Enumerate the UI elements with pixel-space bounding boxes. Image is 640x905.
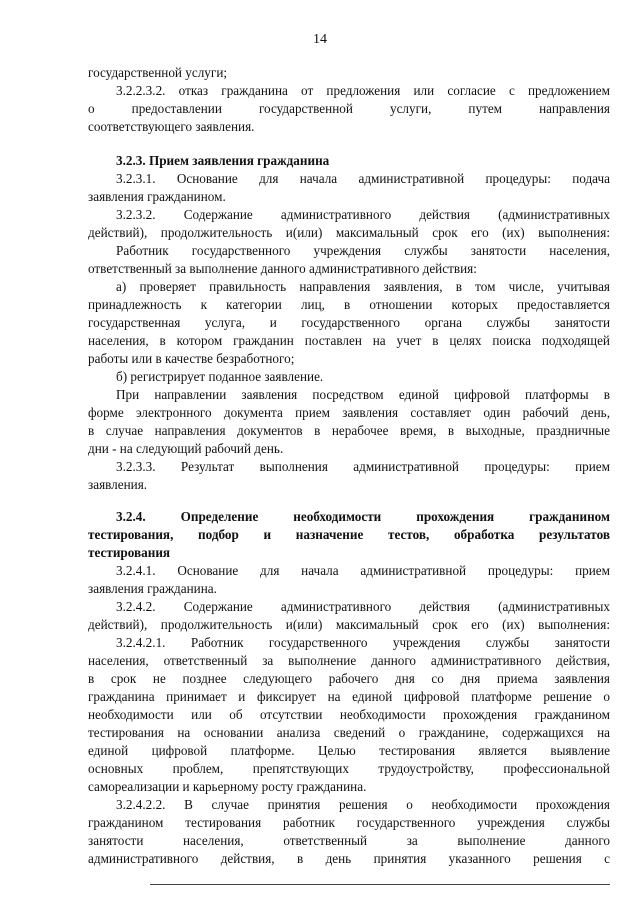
text-line: 3.2.4.2.1. Работник государственного учреждения службы занятости — [116, 635, 610, 650]
text-line: населения, ответственный за выполнение данного административного действия, — [88, 653, 610, 668]
section-heading: тестирования, подбор и назначение тестов, обработка результатов — [88, 527, 610, 542]
text-line: занятости населения, ответственный за выполнение данного — [88, 833, 610, 848]
text-line: государственная услуга, и государственного органа службы занятости — [88, 315, 610, 330]
text-line: заявления гражданином. — [88, 189, 226, 204]
text-line: 3.2.3.3. Результат выполнения административной процедуры: прием — [116, 459, 610, 474]
text-line: 3.2.4.2. Содержание административного действия (административных — [116, 599, 610, 614]
text-line: б) регистрирует поданное заявление. — [116, 369, 324, 384]
text-line: работы или в качестве безработного; — [88, 351, 295, 366]
text-line: о предоставлении государственной услуги, путем направления — [88, 101, 610, 116]
text-line: действий), продолжительность и(или) максимальный срок его (их) выполнения: — [88, 617, 610, 632]
text-line: заявления гражданина. — [88, 581, 217, 596]
bottom-divider — [150, 884, 610, 885]
text-line: Работник государственного учреждения службы занятости населения, — [116, 243, 610, 258]
text-line: основных проблем, препятствующих трудоустройству, профессиональной — [88, 761, 610, 776]
text-line: 3.2.4.2.2. В случае принятия решения о необходимости прохождения — [116, 797, 610, 812]
text-line: форме электронного документа прием заявления составляет один рабочий день, — [88, 405, 610, 420]
text-line: 3.2.4.1. Основание для начала административной процедуры: прием — [116, 563, 610, 578]
text-line: гражданина принимает и фиксирует на единой цифровой платформе решение о — [88, 689, 610, 704]
text-line: в случае направления документов в нерабочее время, в выходные, праздничные — [88, 423, 610, 438]
text-line: гражданином тестирования работник государственного учреждения службы — [88, 815, 610, 830]
text-line: принадлежность к категории лиц, в отношении которых предоставляется — [88, 297, 610, 312]
text-line: необходимости или об отсутствии необходимости прохождения гражданином — [88, 707, 610, 722]
text-line: государственной услуги; — [88, 65, 228, 80]
text-line: 3.2.3.1. Основание для начала административной процедуры: подача — [116, 171, 610, 186]
text-line: единой цифровой платформе. Целью тестирования является выявление — [88, 743, 610, 758]
text-line: самореализации и карьерному росту гражданина. — [88, 779, 367, 794]
text-line: 3.2.2.3.2. отказ гражданина от предложения или согласие с предложением — [116, 83, 610, 98]
text-line: а) проверяет правильность направления заявления, в том числе, учитывая — [116, 279, 610, 294]
text-line: При направлении заявления посредством единой цифровой платформы в — [116, 387, 610, 402]
text-line: тестирования на основании анализа сведений о гражданине, содержащихся на — [88, 725, 610, 740]
text-line: соответствующего заявления. — [88, 119, 255, 134]
text-line: ответственный за выполнение данного административного действия: — [88, 261, 477, 276]
page-number: 14 — [313, 32, 327, 47]
text-line: дни - на следующий рабочий день. — [88, 441, 284, 456]
text-line: административного действия, в день принятия указанного решения с — [88, 851, 610, 866]
text-line: 3.2.3.2. Содержание административного действия (административных — [116, 207, 610, 222]
section-heading: тестирования — [88, 545, 171, 560]
section-heading: 3.2.3. Прием заявления гражданина — [116, 153, 330, 168]
section-heading: 3.2.4. Определение необходимости прохождения гражданином — [116, 509, 610, 524]
text-line: населения, в котором гражданин поставлен на учет в целях поиска подходящей — [88, 333, 610, 348]
text-line: в срок не позднее следующего рабочего дня со дня приема заявления — [88, 671, 610, 686]
text-line: заявления. — [88, 477, 148, 492]
text-line: действий), продолжительность и(или) максимальный срок его (их) выполнения: — [88, 225, 610, 240]
